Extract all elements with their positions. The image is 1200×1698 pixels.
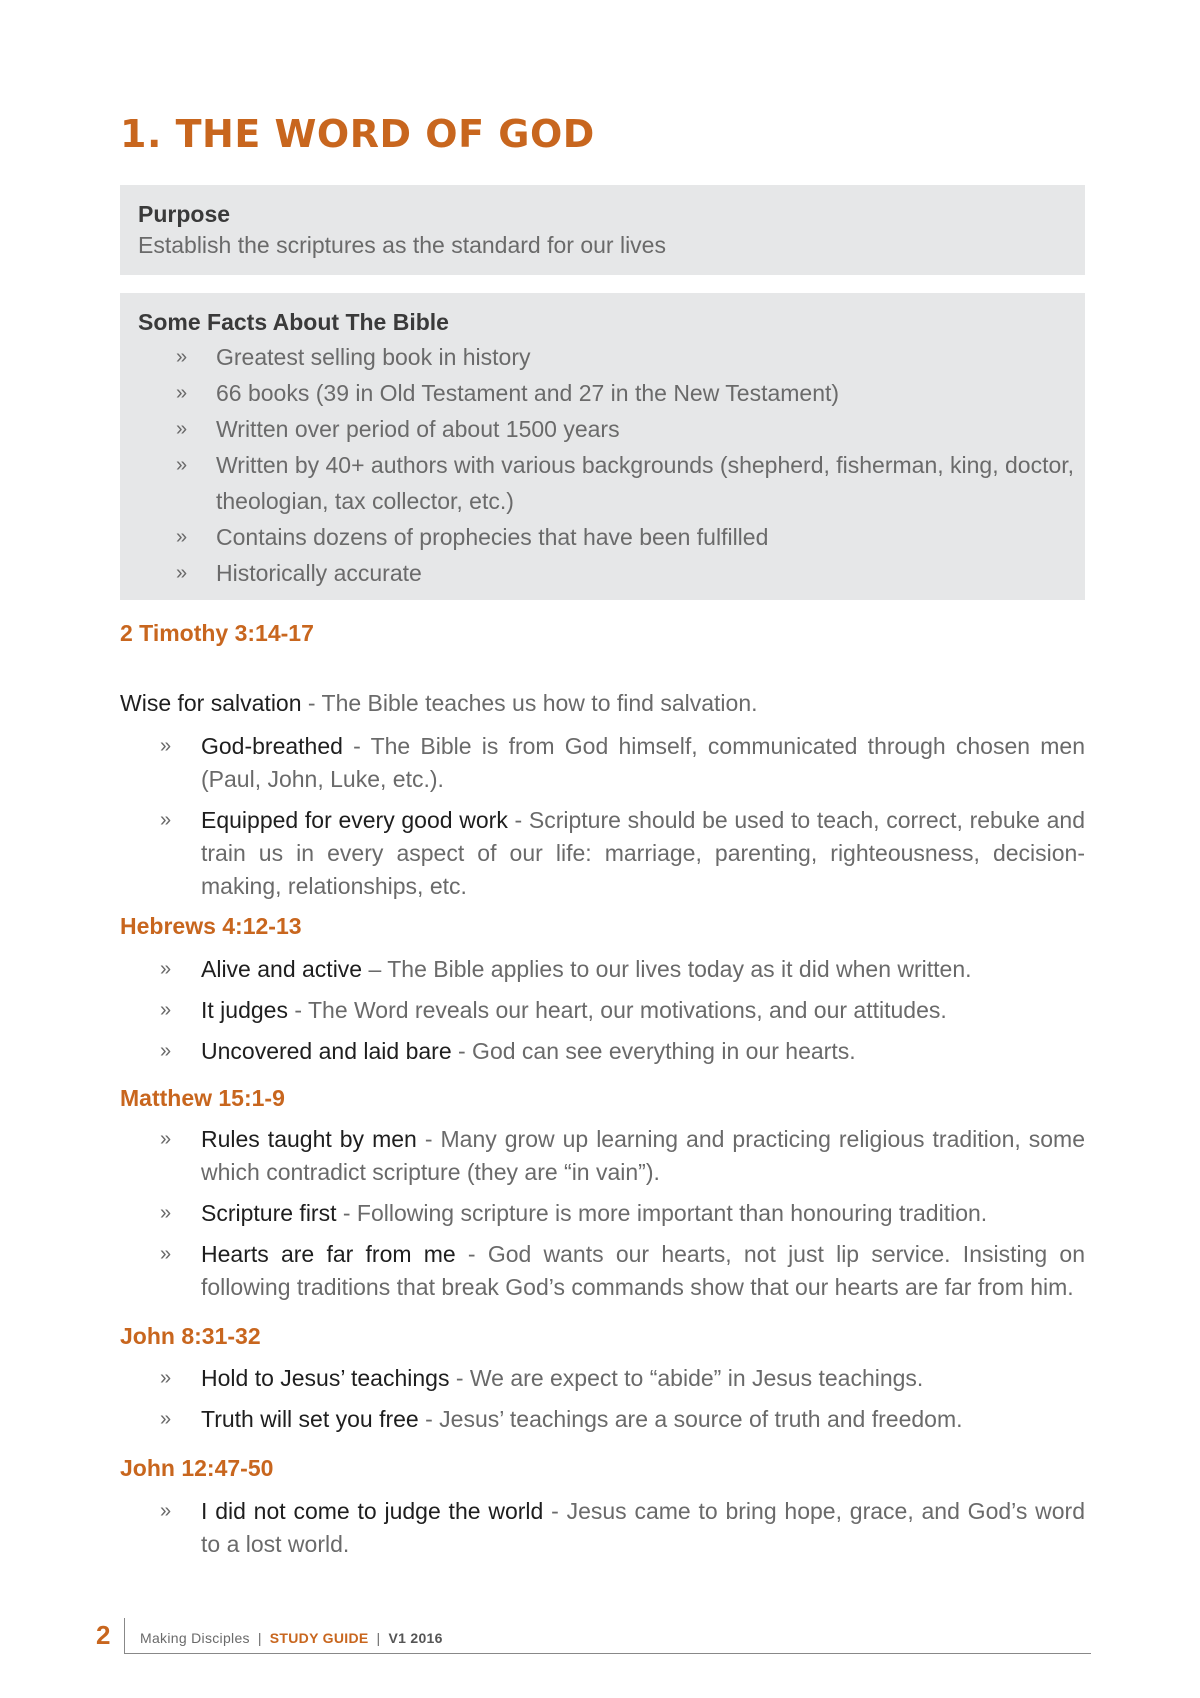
bullet-icon: » xyxy=(176,382,188,404)
bullet-icon: » xyxy=(176,562,188,584)
list-item xyxy=(120,730,1085,796)
list-item xyxy=(120,1197,1085,1230)
scripture-reference: Hebrews 4:12-13 xyxy=(120,913,302,939)
point-text: - The Bible is from God himself, communicated through chosen men (Paul, John, Luke, etc.). xyxy=(201,733,1085,792)
point-term: God-breathed xyxy=(201,733,343,759)
page-title: 1. THE WORD OF GOD xyxy=(120,112,595,156)
bullet-icon: » xyxy=(160,1367,172,1389)
bullet-icon: » xyxy=(160,809,172,831)
point-list xyxy=(120,1362,1085,1444)
fact-item: » Historically accurate xyxy=(138,555,1085,591)
list-item xyxy=(120,1035,1085,1068)
bullet-icon: » xyxy=(160,999,172,1021)
intro-point xyxy=(120,688,758,718)
facts-list xyxy=(138,339,1085,591)
scripture-reference: Matthew 15:1-9 xyxy=(120,1085,285,1111)
point-term: Alive and active xyxy=(201,956,363,982)
bullet-icon: » xyxy=(176,418,188,440)
point-term: Hold to Jesus’ teachings xyxy=(201,1365,450,1391)
list-item xyxy=(120,953,1085,986)
footer-divider xyxy=(124,1618,125,1654)
point-term: Equipped for every good work xyxy=(201,807,508,833)
list-item xyxy=(120,1238,1085,1304)
scripture-reference: John 12:47-50 xyxy=(120,1455,274,1481)
fact-item: » Written by 40+ authors with various backgrounds (shepherd, fisherman, king, doctor, theologian, tax collector, etc.) xyxy=(138,447,1085,519)
purpose-text: Establish the scriptures as the standard for our lives xyxy=(138,232,666,258)
bullet-icon: » xyxy=(160,1500,172,1522)
point-text: - The Word reveals our heart, our motivations, and our attitudes. xyxy=(287,997,947,1023)
purpose-heading: Purpose xyxy=(138,201,231,227)
bullet-icon: » xyxy=(176,454,188,476)
footer-text xyxy=(140,1630,443,1646)
point-list xyxy=(120,953,1085,1076)
point-list xyxy=(120,1495,1085,1569)
fact-item: » Contains dozens of prophecies that have been fulfilled xyxy=(138,519,1085,555)
point-term: Wise for salvation xyxy=(120,690,302,716)
bullet-icon: » xyxy=(160,1128,172,1150)
fact-item: » 66 books (39 in Old Testament and 27 in the New Testament) xyxy=(138,375,1085,411)
scripture-reference: 2 Timothy 3:14-17 xyxy=(120,620,314,646)
point-text: - Jesus came to bring hope, grace, and God’s word to a lost world. xyxy=(201,1498,1086,1557)
point-text: - We are expect to “abide” in Jesus teachings. xyxy=(449,1365,924,1391)
bullet-icon: » xyxy=(176,526,188,548)
bullet-icon: » xyxy=(160,1040,172,1062)
point-term: Rules taught by men xyxy=(201,1126,417,1152)
list-item xyxy=(120,1123,1085,1189)
point-text: - Scripture should be used to teach, correct, rebuke and train us in every aspect of our life: marriage, parenting, righteousness, decision-making, relationships, etc. xyxy=(201,807,1085,899)
fact-item: » Greatest selling book in history xyxy=(138,339,1085,375)
bullet-icon: » xyxy=(160,735,172,757)
point-text: - God wants our hearts, not just lip service. Insisting on following traditions that break God’s commands show that our hearts are far from him. xyxy=(201,1241,1085,1300)
list-item xyxy=(120,994,1085,1027)
bullet-icon: » xyxy=(160,1408,172,1430)
footer-version: V1 2016 xyxy=(388,1630,443,1646)
facts-heading: Some Facts About The Bible xyxy=(138,309,449,335)
footer-book: Making Disciples xyxy=(140,1630,250,1646)
point-text: - Many grow up learning and practicing religious tradition, some which contradict scripture (they are “in vain”). xyxy=(201,1126,1085,1185)
bullet-icon: » xyxy=(160,958,172,980)
bullet-icon: » xyxy=(176,346,188,368)
scripture-reference: John 8:31-32 xyxy=(120,1323,261,1349)
list-item xyxy=(120,804,1085,903)
footer-separator: | xyxy=(257,1630,262,1646)
point-term: Truth will set you free xyxy=(201,1406,419,1432)
point-text: - The Bible teaches us how to find salvation. xyxy=(301,690,758,716)
footer-rule xyxy=(124,1653,1091,1654)
point-term: Uncovered and laid bare xyxy=(201,1038,452,1064)
footer-separator: | xyxy=(376,1630,381,1646)
list-item xyxy=(120,1403,1085,1436)
facts-box xyxy=(120,293,1085,600)
page-number: 2 xyxy=(96,1620,111,1650)
point-list xyxy=(120,730,1085,911)
bullet-icon: » xyxy=(160,1202,172,1224)
fact-item: » Written over period of about 1500 years xyxy=(138,411,1085,447)
point-text: – The Bible applies to our lives today as it did when written. xyxy=(362,956,972,982)
point-term: Hearts are far from me xyxy=(201,1241,456,1267)
list-item xyxy=(120,1362,1085,1395)
point-term: Scripture first xyxy=(201,1200,337,1226)
footer-guide: STUDY GUIDE xyxy=(269,1630,369,1646)
point-term: It judges xyxy=(201,997,288,1023)
bullet-icon: » xyxy=(160,1243,172,1265)
list-item xyxy=(120,1495,1085,1561)
point-text: - Jesus’ teachings are a source of truth and freedom. xyxy=(418,1406,963,1432)
point-text: - Following scripture is more important than honouring tradition. xyxy=(336,1200,988,1226)
purpose-box xyxy=(120,185,1085,275)
point-list xyxy=(120,1123,1085,1312)
point-text: - God can see everything in our hearts. xyxy=(451,1038,856,1064)
point-term: I did not come to judge the world xyxy=(201,1498,544,1524)
